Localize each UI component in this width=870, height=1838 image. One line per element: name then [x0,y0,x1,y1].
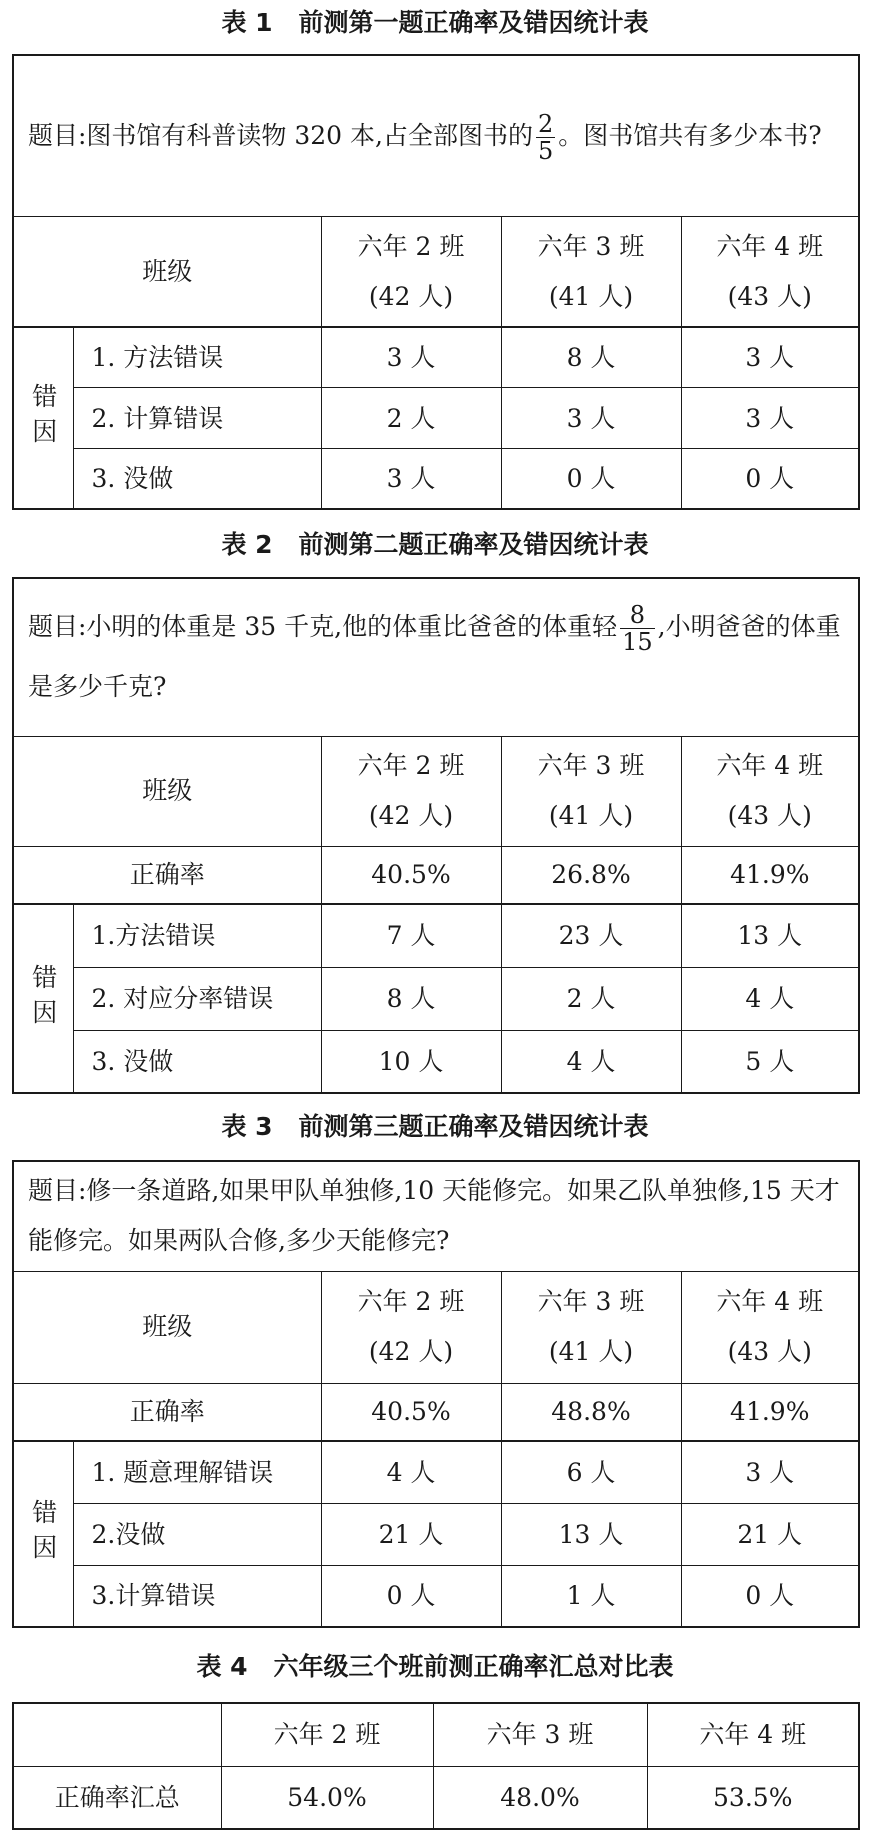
table-cell: 8 人 [501,327,681,388]
table2-label: 表 2 [221,530,273,559]
summary-cell: 53.5% [647,1766,859,1829]
error-row-label: 1. 方法错误 [73,327,321,388]
accuracy-cell: 41.9% [681,1383,859,1441]
class-col: 六年 2 班 (42 人) [321,1271,501,1383]
table4-label: 表 4 [196,1652,248,1681]
accuracy-cell: 40.5% [321,1383,501,1441]
summary-cell: 54.0% [221,1766,433,1829]
class-col: 六年 2 班 (42 人) [321,736,501,846]
table-cell: 4 人 [501,1030,681,1093]
class-header: 班级 [13,216,321,327]
error-row-label: 3. 没做 [73,1030,321,1093]
error-row-label: 2.没做 [73,1503,321,1565]
table-cell: 1 人 [501,1565,681,1627]
accuracy-label: 正确率 [13,846,321,904]
table1-question: 题目:图书馆有科普读物 320 本,占全部图书的 $\frac{2}{5}$ 。图书馆共有多少本书? [13,55,859,216]
table2 [12,577,860,1094]
class-col: 六年 2 班 (42 人) [321,216,501,327]
error-row-label: 3. 没做 [73,448,321,509]
accuracy-cell: 40.5% [321,846,501,904]
table2-question: 题目:小明的体重是 35 千克,他的体重比爸爸的体重轻 $\frac{8}{15}$ ,小明爸爸的体重是多少千克? [13,578,859,736]
table-cell: 13 人 [681,904,859,967]
class-header: 班级 [13,736,321,846]
table-cell: 2 人 [321,388,501,449]
table-cell: 21 人 [321,1503,501,1565]
table-cell: 2 人 [501,967,681,1030]
table-cell: 0 人 [501,448,681,509]
table2-caption [0,530,870,560]
error-row-label: 1.方法错误 [73,904,321,967]
table1-title: 前测第一题正确率及错因统计表 [298,8,649,37]
table1 [12,54,860,510]
table3-label: 表 3 [221,1112,273,1141]
table-cell: 3 人 [681,1441,859,1503]
table-cell: 3 人 [321,448,501,509]
accuracy-cell: 41.9% [681,846,859,904]
accuracy-cell: 48.8% [501,1383,681,1441]
error-cause-label: 错因 [13,327,73,509]
class-col: 六年 2 班 [221,1703,433,1766]
table3-question: 题目:修一条道路,如果甲队单独修,10 天能修完。如果乙队单独修,15 天才能修完。如果两队合修,多少天能修完? [13,1161,859,1271]
table-cell: 7 人 [321,904,501,967]
class-col: 六年 3 班 (41 人) [501,216,681,327]
error-row-label: 1. 题意理解错误 [73,1441,321,1503]
table1-label: 表 1 [221,8,273,37]
table-cell: 3 人 [681,388,859,449]
empty-corner-cell [13,1703,221,1766]
table3-title: 前测第三题正确率及错因统计表 [298,1112,649,1141]
table-cell: 0 人 [321,1565,501,1627]
accuracy-cell: 26.8% [501,846,681,904]
table-cell: 3 人 [681,327,859,388]
error-cause-label: 错因 [13,1441,73,1627]
class-col: 六年 4 班 (43 人) [681,736,859,846]
table-cell: 6 人 [501,1441,681,1503]
class-col: 六年 4 班 (43 人) [681,216,859,327]
table-cell: 3 人 [501,388,681,449]
table-cell: 13 人 [501,1503,681,1565]
table3-caption [0,1112,870,1142]
table-cell: 0 人 [681,448,859,509]
accuracy-label: 正确率 [13,1383,321,1441]
class-col: 六年 4 班 (43 人) [681,1271,859,1383]
table-cell: 0 人 [681,1565,859,1627]
table-cell: 4 人 [681,967,859,1030]
table1-caption [0,8,870,38]
error-row-label: 2. 对应分率错误 [73,967,321,1030]
summary-row-label: 正确率汇总 [13,1766,221,1829]
summary-cell: 48.0% [433,1766,647,1829]
fraction-two-fifths: $\frac{2}{5}$ [537,109,554,165]
table-cell: 5 人 [681,1030,859,1093]
class-col: 六年 3 班 (41 人) [501,1271,681,1383]
table3 [12,1160,860,1628]
table-cell: 10 人 [321,1030,501,1093]
fraction-eight-fifteenths: $\frac{8}{15}$ [622,600,653,657]
class-header: 班级 [13,1271,321,1383]
table-cell: 3 人 [321,327,501,388]
table-cell: 21 人 [681,1503,859,1565]
table-cell: 8 人 [321,967,501,1030]
table4-caption [0,1652,870,1682]
table2-title: 前测第二题正确率及错因统计表 [298,530,649,559]
table-cell: 4 人 [321,1441,501,1503]
table4-title: 六年级三个班前测正确率汇总对比表 [273,1652,674,1681]
class-col: 六年 3 班 [433,1703,647,1766]
error-row-label: 2. 计算错误 [73,388,321,449]
error-cause-label: 错因 [13,904,73,1093]
table4 [12,1702,860,1830]
class-col: 六年 3 班 (41 人) [501,736,681,846]
class-col: 六年 4 班 [647,1703,859,1766]
error-row-label: 3.计算错误 [73,1565,321,1627]
table-cell: 23 人 [501,904,681,967]
